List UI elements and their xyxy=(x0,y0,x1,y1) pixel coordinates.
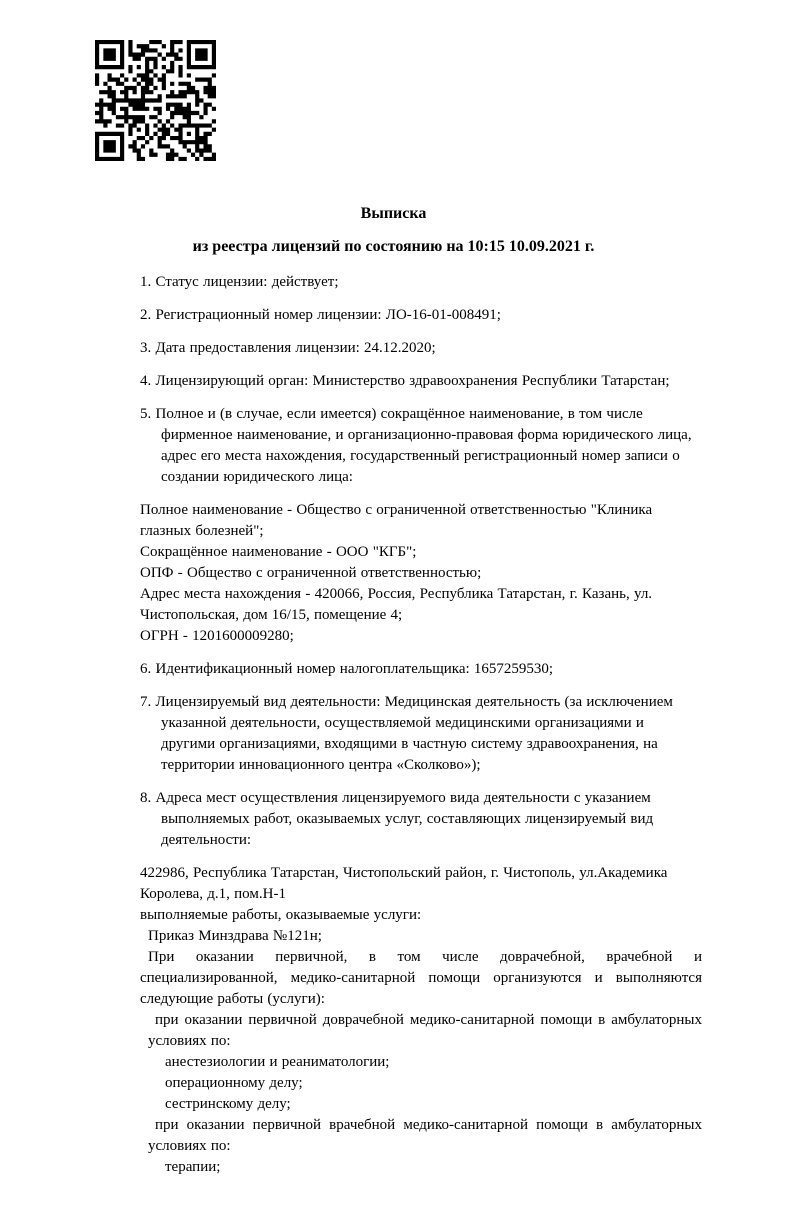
paragraph: при оказании первичной врачебной медико-санитарной помощи в амбулаторных условиях по: xyxy=(148,1117,702,1154)
paragraph: анестезиологии и реаниматологии; xyxy=(165,1054,390,1070)
paragraph: Приказ Минздрава №121н; xyxy=(148,928,322,944)
paragraph: операционному делу; xyxy=(165,1075,303,1091)
paragraph: Адрес места нахождения - 420066, Россия, Республика Татарстан, г. Казань, ул. Чистопольская, дом 16/15, помещение 4; xyxy=(140,586,653,623)
paragraph: 5. Полное и (в случае, если имеется) сокращённое наименование, в том числе фирменное наименование, и организационно-правовая форма юридического лица, адрес его места нахождения, государственный регистрационный номер записи о создании юридического лица: xyxy=(140,406,692,485)
paragraph: При оказании первичной, в том числе доврачебной, врачебной и специализированной, медико-санитарной помощи организуются и выполняются следующие работы (услуги): xyxy=(140,949,702,1007)
document-body xyxy=(140,272,702,1208)
paragraph: 1. Статус лицензии: действует; xyxy=(140,274,339,290)
qr-code-image xyxy=(95,40,216,161)
paragraph: 3. Дата предоставления лицензии: 24.12.2020; xyxy=(140,340,436,356)
document-heading xyxy=(0,205,787,256)
paragraph: сестринскому делу; xyxy=(165,1096,291,1112)
paragraph: 2. Регистрационный номер лицензии: ЛО-16-01-008491; xyxy=(140,307,501,323)
paragraph: ОГРН - 1201600009280; xyxy=(140,628,294,644)
paragraph: 4. Лицензирующий орган: Министерство здравоохранения Республики Татарстан; xyxy=(140,373,670,389)
document-subtitle: из реестра лицензий по состоянию на 10:15 10.09.2021 г. xyxy=(192,238,595,255)
paragraph: ОПФ - Общество с ограниченной ответственностью; xyxy=(140,565,482,581)
paragraph: при оказании первичной доврачебной медико-санитарной помощи в амбулаторных условиях по: xyxy=(148,1012,702,1049)
paragraph: выполняемые работы, оказываемые услуги: xyxy=(140,907,422,923)
paragraph: терапии; xyxy=(165,1159,221,1175)
paragraph: Сокращённое наименование - ООО "КГБ"; xyxy=(140,544,417,560)
qr-code xyxy=(95,40,216,161)
paragraph: 7. Лицензируемый вид деятельности: Медицинская деятельность (за исключением указанной деятельности, осуществляемой медицинскими организациями и другими организациями, входящими в частную систему здравоохранения, на территории инновационного центра «Сколково»); xyxy=(140,694,673,773)
document-title: Выписка xyxy=(360,205,427,222)
paragraph: Полное наименование - Общество с ограниченной ответственностью "Клиника глазных болезней"; xyxy=(140,502,653,539)
paragraph: 8. Адреса мест осуществления лицензируемого вида деятельности с указанием выполняемых работ, оказываемых услуг, составляющих лицензируемый вид деятельности: xyxy=(140,790,654,848)
paragraph: 422986, Республика Татарстан, Чистопольский район, г. Чистополь, ул.Академика Королева, д.1, пом.Н-1 xyxy=(140,865,668,902)
paragraph: 6. Идентификационный номер налогоплательщика: 1657259530; xyxy=(140,661,554,677)
